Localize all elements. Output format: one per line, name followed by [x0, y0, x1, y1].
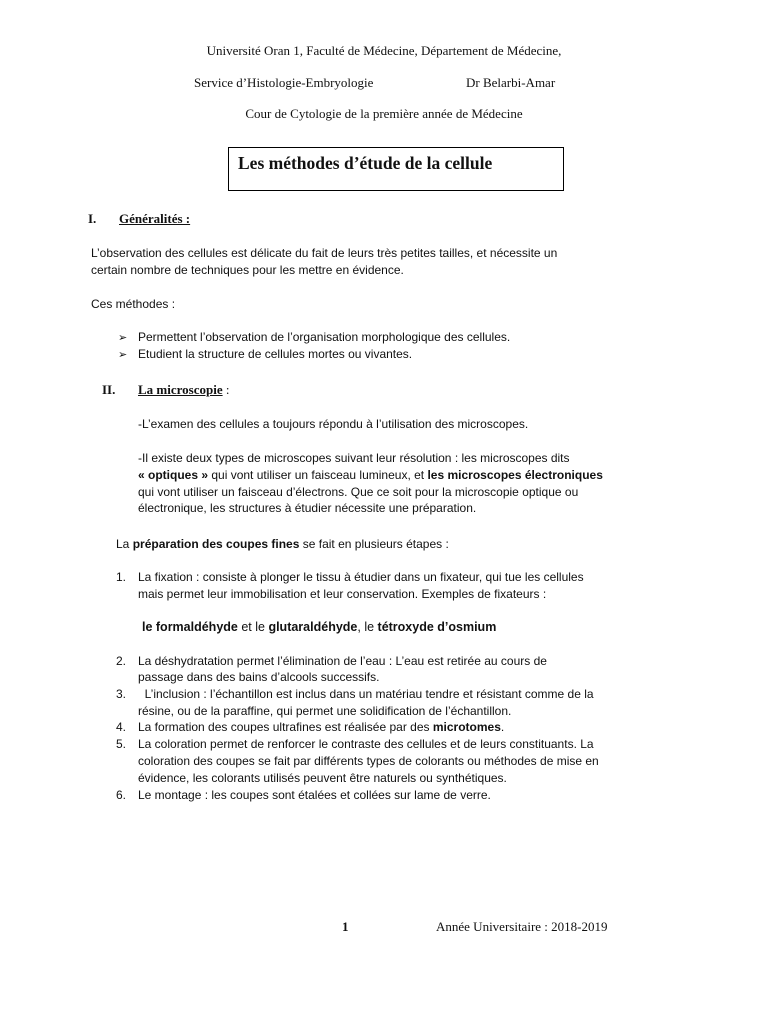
- bullet-item: Etudient la structure de cellules mortes ou vivantes.: [138, 347, 413, 361]
- header-institution: Université Oran 1, Faculté de Médecine, Département de Médecine,: [206, 43, 562, 58]
- step-number: 1.: [116, 570, 127, 584]
- step-2-line2: passage dans des bains d’alcools successifs.: [138, 670, 380, 684]
- title-box: [228, 147, 564, 191]
- step-1-line1: La fixation : consiste à plonger le tissu à étudier dans un fixateur, qui tue les cellules: [138, 570, 584, 584]
- step-number: 2.: [116, 654, 127, 668]
- step-number: 5.: [116, 737, 127, 751]
- step-5-line1: La coloration permet de renforcer le contraste des cellules et de leurs constituants. La: [138, 737, 594, 751]
- microscopy-paragraph-2-line4: électronique, les structures à étudier nécessite une préparation.: [138, 501, 477, 515]
- step-number: 6.: [116, 788, 127, 802]
- step-2-line1: La déshydratation permet l’élimination de l’eau : L’eau est retirée au cours de: [138, 654, 547, 668]
- academic-year: Année Universitaire : 2018-2019: [436, 919, 608, 934]
- section-1-number: I.: [88, 211, 97, 226]
- header-author: Dr Belarbi-Amar: [466, 75, 556, 90]
- section-1-heading: Généralités :: [119, 211, 191, 226]
- header-service: Service d’Histologie-Embryologie: [194, 75, 374, 90]
- step-number: 3.: [116, 687, 127, 701]
- methods-intro: Ces méthodes :: [91, 297, 176, 311]
- arrow-bullet-icon: ➢: [118, 349, 128, 361]
- step-1-line2: mais permet leur immobilisation et leur conservation. Exemples de fixateurs :: [138, 587, 547, 601]
- section-1-paragraph-line1: L’observation des cellules est délicate du fait de leurs très petites tailles, et nécessite un: [91, 246, 558, 260]
- microscopy-paragraph-1: -L’examen des cellules a toujours répondu à l’utilisation des microscopes.: [138, 417, 529, 431]
- microscopy-paragraph-2-line2: « optiques » qui vont utiliser un faisceau lumineux, et les microscopes électroniques: [138, 468, 603, 482]
- step-6-line1: Le montage : les coupes sont étalées et collées sur lame de verre.: [138, 788, 491, 802]
- step-number: 4.: [116, 720, 127, 734]
- bullet-item: Permettent l’observation de l’organisation morphologique des cellules.: [138, 330, 511, 344]
- section-1-paragraph-line2: certain nombre de techniques pour les mettre en évidence.: [91, 263, 404, 277]
- arrow-bullet-icon: ➢: [118, 332, 128, 344]
- preparation-intro: La préparation des coupes fines se fait en plusieurs étapes :: [116, 537, 449, 551]
- microscopy-paragraph-2-line1: -Il existe deux types de microscopes suivant leur résolution : les microscopes dits: [138, 451, 570, 465]
- page-number: 1: [342, 919, 349, 934]
- section-2-heading: La microscopie :: [138, 382, 230, 397]
- microscopy-paragraph-2-line3: qui vont utiliser un faisceau d’électrons. Que ce soit pour la microscopie optique ou: [138, 485, 579, 499]
- step-4-line1: La formation des coupes ultrafines est réalisée par des microtomes.: [138, 720, 505, 734]
- document-title: Les méthodes d’étude de la cellule: [238, 153, 493, 173]
- section-2-number: II.: [102, 382, 116, 397]
- step-5-line3: évidence, les colorants utilisés peuvent être naturels ou synthétiques.: [138, 771, 507, 785]
- fixatives-examples: le formaldéhyde et le glutaraldéhyde, le tétroxyde d’osmium: [142, 620, 497, 634]
- step-5-line2: coloration des coupes se fait par différents types de colorants ou méthodes de mise en: [138, 754, 599, 768]
- header-course: Cour de Cytologie de la première année de Médecine: [245, 106, 523, 121]
- step-3-line2: résine, ou de la paraffine, qui permet une solidification de l’échantillon.: [138, 704, 512, 718]
- step-3-line1: L’inclusion : l’échantillon est inclus dans un matériau tendre et résistant comme de la: [138, 687, 594, 701]
